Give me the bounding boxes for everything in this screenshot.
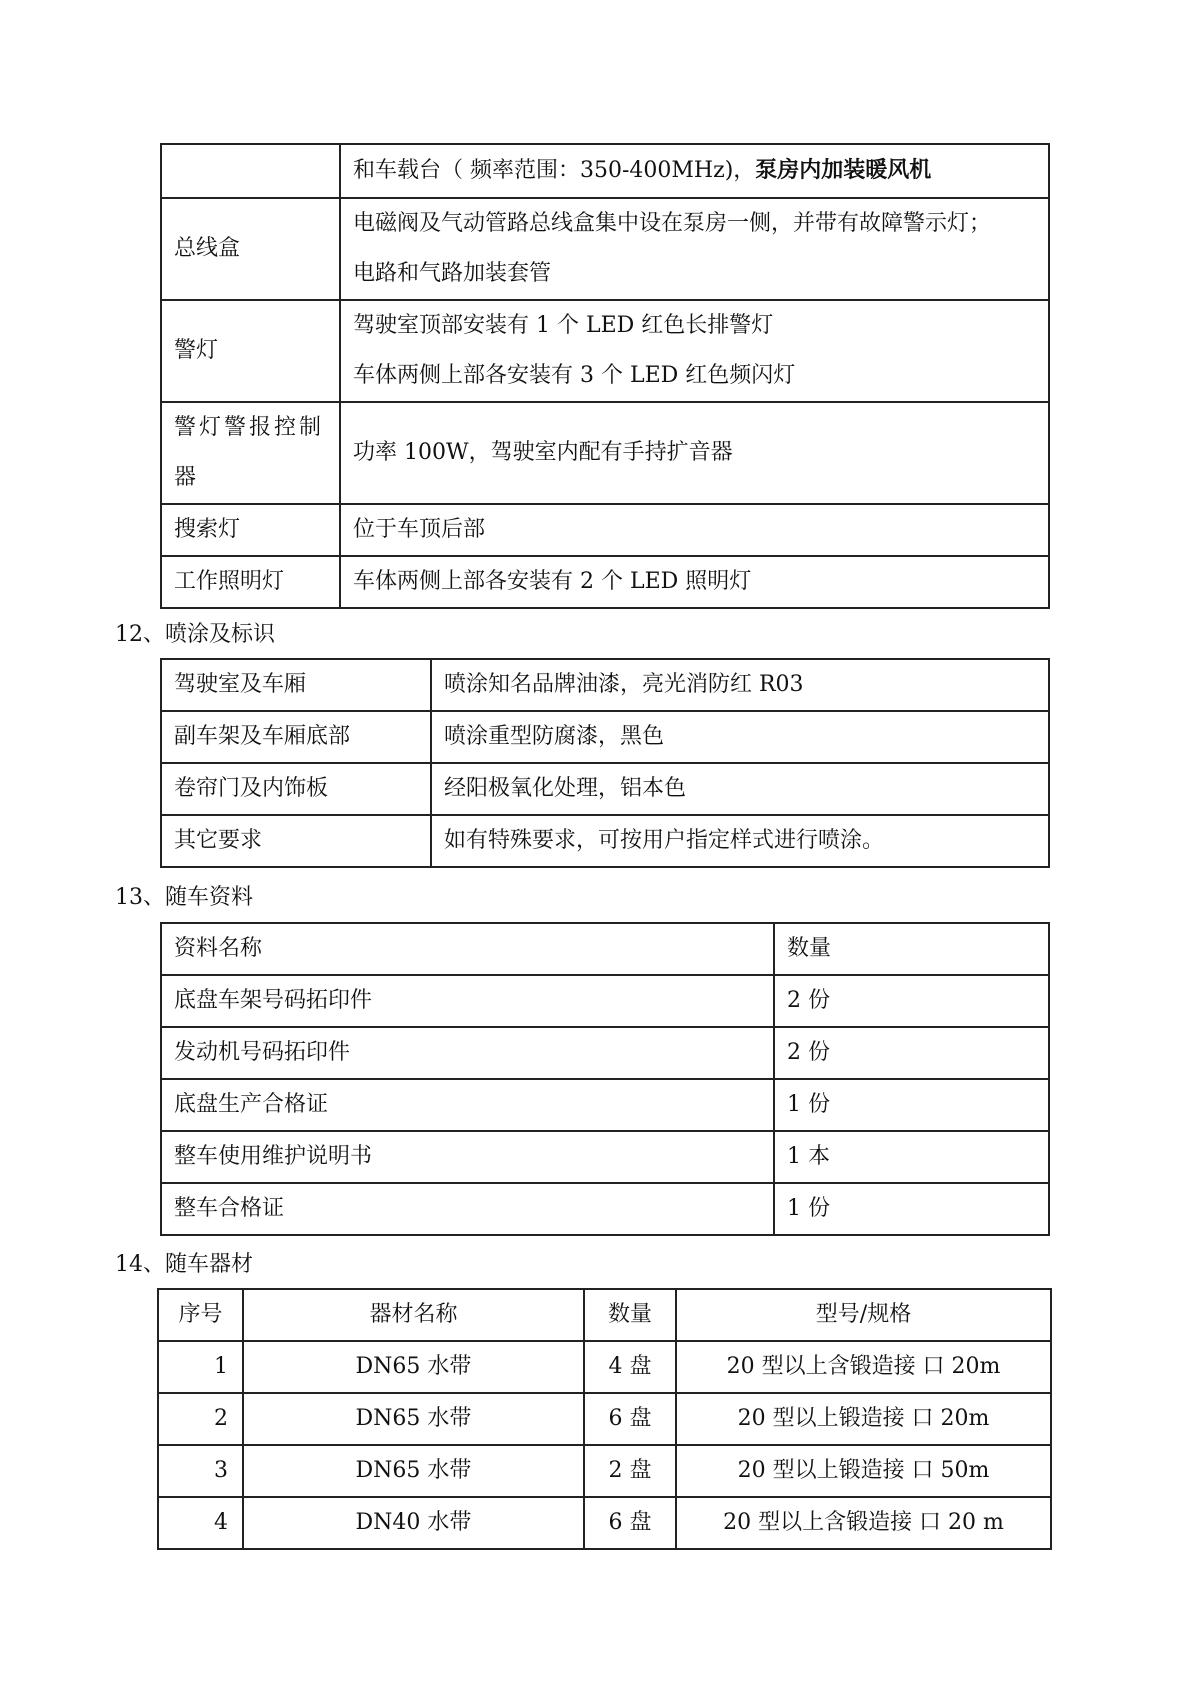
document-qty-cell: 1 份 <box>774 1079 1049 1131</box>
painting-item-cell: 副车架及车厢底部 <box>161 711 431 763</box>
item-spec-cell: 20 型以上含锻造接 口 20m <box>676 1341 1051 1393</box>
painting-item-cell: 其它要求 <box>161 815 431 867</box>
table-row <box>161 975 1049 1027</box>
table-row <box>161 402 1049 504</box>
painting-desc-cell: 如有特殊要求，可按用户指定样式进行喷涂。 <box>431 815 1049 867</box>
equipment-list-table <box>157 1288 1052 1550</box>
item-no-cell: 4 <box>158 1497 243 1549</box>
item-qty-cell: 2 盘 <box>584 1445 676 1497</box>
painting-item-cell: 驾驶室及车厢 <box>161 659 431 711</box>
document-name-cell: 发动机号码拓印件 <box>161 1027 774 1079</box>
document-qty-cell: 1 份 <box>774 1183 1049 1235</box>
equipment-name-cell: 警灯 <box>161 300 340 402</box>
painting-desc-cell: 喷涂知名品牌油漆，亮光消防红 R03 <box>431 659 1049 711</box>
item-name-cell: DN65 水带 <box>243 1393 584 1445</box>
table-row <box>161 1079 1049 1131</box>
item-spec-cell: 20 型以上锻造接 口 50m <box>676 1445 1051 1497</box>
item-no-cell: 3 <box>158 1445 243 1497</box>
document-name-cell: 整车使用维护说明书 <box>161 1131 774 1183</box>
header-cell: 数量 <box>584 1289 676 1341</box>
header-cell: 型号/规格 <box>676 1289 1051 1341</box>
item-qty-cell: 6 盘 <box>584 1497 676 1549</box>
item-spec-cell: 20 型以上含锻造接 口 20 m <box>676 1497 1051 1549</box>
document-qty-cell: 2 份 <box>774 1027 1049 1079</box>
painting-desc-cell: 喷涂重型防腐漆，黑色 <box>431 711 1049 763</box>
table-row <box>161 763 1049 815</box>
section-heading-13: 13、随车资料 <box>115 885 253 910</box>
table-row <box>161 504 1049 556</box>
header-cell: 序号 <box>158 1289 243 1341</box>
equipment-name-cell: 搜索灯 <box>161 504 340 556</box>
table-header-row <box>158 1289 1051 1341</box>
item-name-cell: DN40 水带 <box>243 1497 584 1549</box>
equipment-table <box>160 143 1050 609</box>
table-row <box>161 300 1049 402</box>
document-qty-cell: 1 本 <box>774 1131 1049 1183</box>
item-no-cell: 1 <box>158 1341 243 1393</box>
document-name-cell: 底盘车架号码拓印件 <box>161 975 774 1027</box>
item-qty-cell: 6 盘 <box>584 1393 676 1445</box>
equipment-name-cell <box>161 144 340 198</box>
header-cell: 数量 <box>774 923 1049 975</box>
equipment-name-cell: 工作照明灯 <box>161 556 340 608</box>
table-row <box>161 1183 1049 1235</box>
table-row <box>161 144 1049 198</box>
header-cell: 器材名称 <box>243 1289 584 1341</box>
section-heading-14: 14、随车器材 <box>115 1252 253 1277</box>
document-qty-cell: 2 份 <box>774 975 1049 1027</box>
table-row <box>161 198 1049 300</box>
painting-table <box>160 658 1050 868</box>
documents-table <box>160 922 1050 1236</box>
equipment-name-cell: 总线盒 <box>161 198 340 300</box>
table-row <box>161 659 1049 711</box>
table-row <box>161 711 1049 763</box>
table-row <box>158 1341 1051 1393</box>
table-row <box>161 815 1049 867</box>
equipment-desc-cell: 驾驶室顶部安装有 1 个 LED 红色长排警灯 车体两侧上部各安装有 3 个 LED 红色频闪灯 <box>340 300 1049 402</box>
table-row <box>161 1131 1049 1183</box>
equipment-desc-cell: 功率 100W，驾驶室内配有手持扩音器 <box>340 402 1049 504</box>
item-no-cell: 2 <box>158 1393 243 1445</box>
document-name-cell: 底盘生产合格证 <box>161 1079 774 1131</box>
header-cell: 资料名称 <box>161 923 774 975</box>
table-row <box>158 1445 1051 1497</box>
table-row <box>158 1497 1051 1549</box>
painting-item-cell: 卷帘门及内饰板 <box>161 763 431 815</box>
equipment-desc-cell: 车体两侧上部各安装有 2 个 LED 照明灯 <box>340 556 1049 608</box>
item-name-cell: DN65 水带 <box>243 1341 584 1393</box>
table-header-row <box>161 923 1049 975</box>
document-name-cell: 整车合格证 <box>161 1183 774 1235</box>
table-row <box>161 1027 1049 1079</box>
item-spec-cell: 20 型以上锻造接 口 20m <box>676 1393 1051 1445</box>
painting-desc-cell: 经阳极氧化处理，铝本色 <box>431 763 1049 815</box>
equipment-name-cell: 警灯警报控制 器 <box>161 402 340 504</box>
table-row <box>161 556 1049 608</box>
equipment-desc-cell: 电磁阀及气动管路总线盒集中设在泵房一侧，并带有故障警示灯； 电路和气路加装套管 <box>340 198 1049 300</box>
section-heading-12: 12、喷涂及标识 <box>115 622 275 647</box>
table-row <box>158 1393 1051 1445</box>
item-name-cell: DN65 水带 <box>243 1445 584 1497</box>
equipment-desc-cell: 位于车顶后部 <box>340 504 1049 556</box>
item-qty-cell: 4 盘 <box>584 1341 676 1393</box>
equipment-desc-cell: 和车载台（ 频率范围：350-400MHz)，泵房内加装暖风机 <box>340 144 1049 198</box>
